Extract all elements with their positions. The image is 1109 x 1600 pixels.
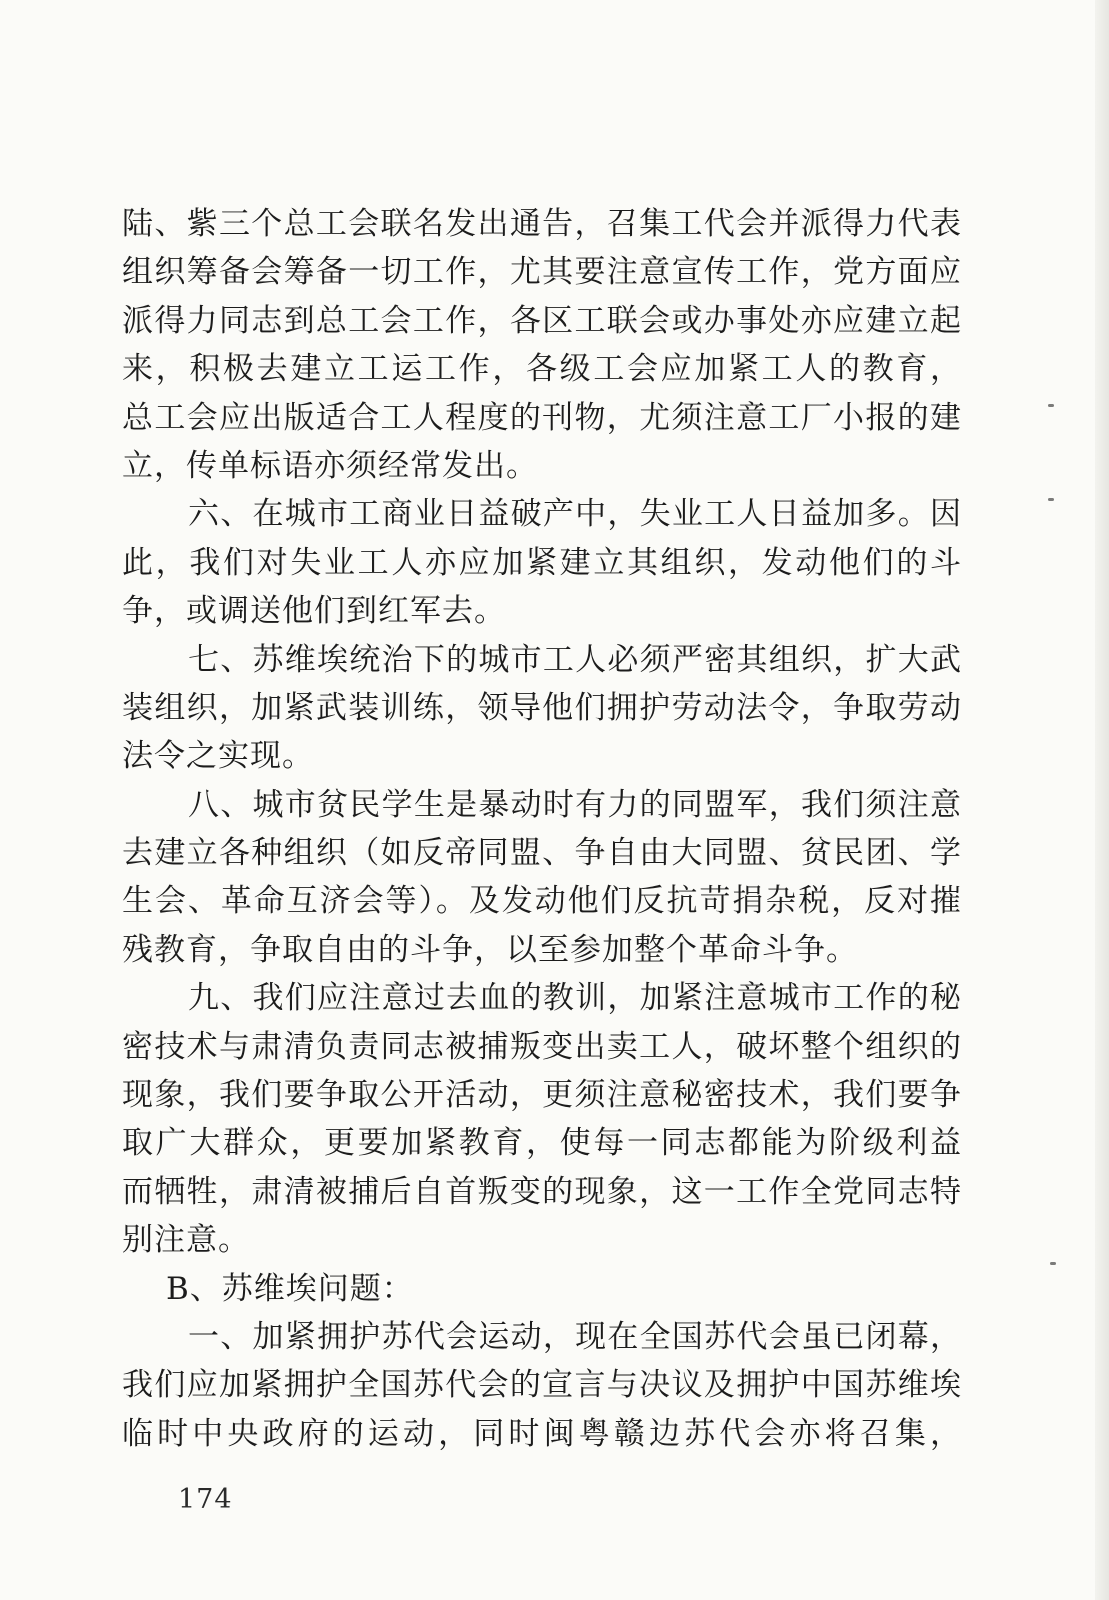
text-line: 七、苏维埃统治下的城市工人必须严密其组织，扩大武: [188, 641, 962, 678]
text-line: 组织筹备会筹备一切工作，尤其要注意宣传工作，党方面应: [122, 254, 962, 291]
text-line: 九、我们应注意过去血的教训，加紧注意城市工作的秘: [188, 980, 962, 1017]
speck: [1048, 498, 1054, 501]
text-line: 一、加紧拥护苏代会运动，现在全国苏代会虽已闭幕，: [188, 1318, 962, 1355]
text-line: 别注意。: [122, 1222, 250, 1259]
text-line: B、苏维埃问题：: [166, 1270, 414, 1307]
text-line: 此，我们对失业工人亦应加紧建立其组织，发动他们的斗: [122, 544, 962, 581]
text-line: 争，或调送他们到红军去。: [122, 593, 506, 630]
text-line: 陆、紫三个总工会联名发出通告，召集工代会并派得力代表: [122, 206, 962, 242]
body-text: [122, 200, 962, 1458]
text-line: 我们应加紧拥护全国苏代会的宣言与决议及拥护中国苏维埃: [122, 1367, 962, 1404]
text-line: 生会、革命互济会等）。及发动他们反抗苛捐杂税，反对摧: [122, 883, 962, 920]
text-line: 现象，我们要争取公开活动，更须注意秘密技术，我们要争: [122, 1077, 962, 1114]
text-line: 密技术与肃清负责同志被捕叛变出卖工人，破坏整个组织的: [122, 1028, 962, 1065]
page-number: 174: [178, 1484, 233, 1515]
text-line: 装组织，加紧武装训练，领导他们拥护劳动法令，争取劳动: [122, 689, 962, 726]
text-line: 残教育，争取自由的斗争，以至参加整个革命斗争。: [122, 931, 858, 968]
text-line: 立，传单标语亦须经常发出。: [122, 447, 538, 484]
text-line: 派得力同志到总工会工作，各区工联会或办事处亦应建立起: [122, 302, 962, 339]
speck: [1048, 404, 1054, 407]
text-line: 法令之实现。: [122, 738, 314, 775]
text-line: 去建立各种组织（如反帝同盟、争自由大同盟、贫民团、学: [122, 835, 962, 872]
text-line: 八、城市贫民学生是暴动时有力的同盟军，我们须注意: [188, 786, 962, 823]
text-line: 而牺牲，肃清被捕后自首叛变的现象，这一工作全党同志特: [122, 1173, 962, 1210]
speck: [1050, 1262, 1056, 1265]
text-line: 总工会应出版适合工人程度的刊物，尤须注意工厂小报的建: [122, 399, 962, 436]
text-line: 六、在城市工商业日益破产中，失业工人日益加多。因: [188, 496, 962, 533]
scan-edge: [1095, 0, 1109, 1600]
text-line: 来，积极去建立工运工作，各级工会应加紧工人的教育，: [122, 351, 962, 388]
text-line: 临时中央政府的运动，同时闽粤赣边苏代会亦将召集，: [122, 1415, 962, 1452]
text-line: 取广大群众，更要加紧教育，使每一同志都能为阶级利益: [122, 1125, 962, 1162]
